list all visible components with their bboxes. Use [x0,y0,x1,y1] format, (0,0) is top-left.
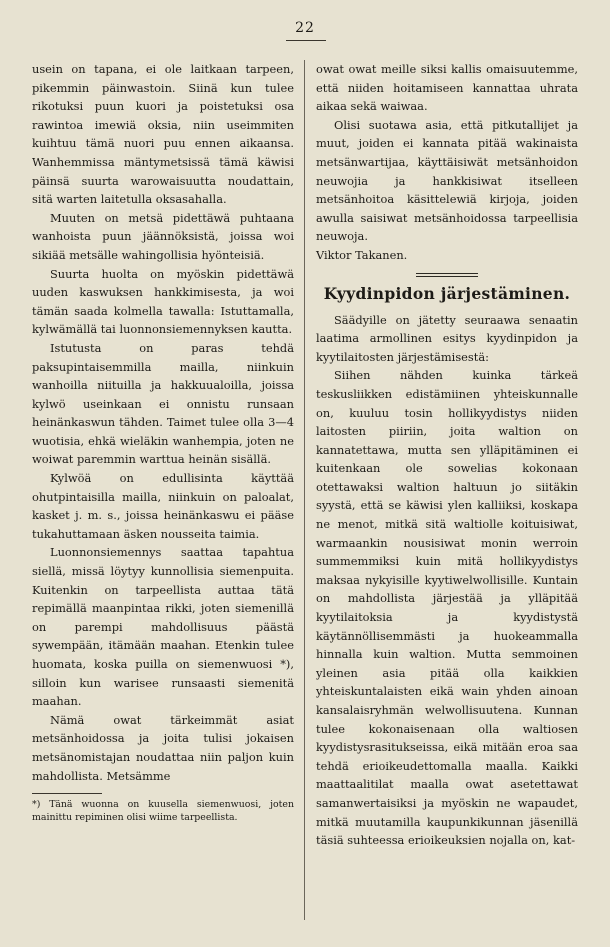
left-paragraph-1: usein on tapana, ei ole laitkaan tarpeen, pikemmin päinwastoin. Siinä kun tulee rikotuksi puun kuori ja poistetuksi osa rawintoa imewiä oksia, niin useimmiten kuihtuu tämä nuori puu ennen aikaansa. Wanhemmissa mäntymetsissä tämä käwisi päinsä suurta warowaisuutta noudattain, sitä warten laitetulla oksasahalla. [32,62,294,207]
left-paragraph-5: Kylwöä on edullisinta käyttää ohutpintaisilla mailla, niinkuin on paloalat, kasket j. m. s., joissa heinänkaswu ei pääse tukahuttamaan äsken nousseita taimia. [32,471,294,541]
right-column [316,60,578,850]
article-signature: Viktor Takanen. [316,247,408,262]
right-paragraph-2: Olisi suotawa asia, että pitkutallijet ja muut, joiden ei kannata pitää wakinaista metsänwartijaa, käyttäisiwät metsänhoidon neuwojia ja hankkisiwat itselleen metsänhoitoa käsittelewiä kirjoja, joiden awulla saisiwat metsänhoidossa tarpeellisia neuwoja. [316,117,578,244]
article-separator [416,273,478,277]
footnote-divider [32,793,102,794]
page-number: 22 [295,20,315,36]
footnote [32,798,294,824]
footnote-text: *) Tänä wuonna on kuusella siemenwuosi, joten mainittu repiminen olisi wiime tarpeellista. [32,799,294,824]
left-column [32,60,294,824]
right-paragraph-4: Siihen nähden kuinka tärkeä teskusliikken edistämiinen yhteiskunnalle on, kuuluu tosin hollikyydistys niiden laitosten piiriin, joita waltion on kannatettawa, mutta sen ylläpitäminen ei kuitenkaan ole sowelias kokonaan otettawaksi waltion haltuun jo siitäkin syystä, että se käwisi ylen kalliiksi, koskapa ne menot, mitkä sitä waltiolle koituisiwat, warmaankin nousisiwat monin werroin summemmiksi kuin mitä hollikyydistys maksaa nykyisille kyytiwelwollisille. Kuntain on mahdollista järjestää ja ylläpitää kyytilaitoksia ja kyydistystä käytännöllisemmästi ja huokeammalla hinnalla kuin waltion. Mutta semmoinen yleinen asia pitää olla kaikkien yhteiskuntalaisten eikä wain yhden ainoan kansalaisryhmän welwollisuutena. Kunnan tulee kokonaisenaan olla waltiosen kyydistysrasitukseissa, eikä mitään eroa saa tehdä erioikeudettomalla maalla. Kaikki maattaalitilat maalla owat asetettawat samanwertaisiksi ja myöskin ne wapaudet, mitkä muutamilla kaupunkikunnan jäsenillä täsiä suhteessa erioikeuksien nojalla on, kat- [316,368,578,848]
left-paragraph-6: Luonnonsiemennys saattaa tapahtua siellä, missä löytyy kunnollisia siemenpuita. Kuitenkin on tarpeellista auttaa tätä repimällä maanpintaa rikki, joten siemenillä on parempi mahdollisuus päästä sywempään, itämään maahan. Etenkin tulee huomata, koska puilla on siemenwuosi *), silloin kun warisee runsaasti siemenitä maahan. [32,545,294,709]
left-paragraph-4: Istutusta on paras tehdä paksupintaisemmilla mailla, niinkuin wanhoilla niituilla ja hakkuualoilla, joissa kylwö useinkaan ei onnistu runsaan heinänkaswun tähden. Taimet tulee olla 3—4 wuotisia, ehkä wieläkin wanhempia, joten ne woiwat paremmin warttua heinän sisällä. [32,340,294,467]
right-paragraph-3: Säädyille on jätetty seuraawa senaatin laatima armollinen esitys kyydinpidon ja kyytilaitosten järjestämisestä: [316,312,578,364]
right-paragraph-1: owat owat meille siksi kallis omaisuutemme, että niiden hoitamiseen kannattaa uhrata aikaa sekä waiwaa. [316,62,578,114]
left-paragraph-7: Nämä owat tärkeimmät asiat metsänhoidossa ja joita tulisi jokaisen metsänomistajan noudattaa niin paljon kuin mahdollista. Metsämme [32,712,294,783]
left-paragraph-2: Muuten on metsä pidettäwä puhtaana wanhoista puun jäännöksistä, joissa woi sikiää metsälle wahingollisia hyönteisiä. [32,210,294,262]
article-heading: Kyydinpidon järjestäminen. [323,283,571,303]
page-number-underline [286,40,326,41]
column-divider [304,60,305,920]
left-paragraph-3: Suurta huolta on myöskin pidettäwä uuden kaswuksen hankkimisesta, ja woi tämän saada kolmella tawalla: Istuttamalla, kylwämällä tai luonnonsiemennyksen kautta. [32,266,294,337]
